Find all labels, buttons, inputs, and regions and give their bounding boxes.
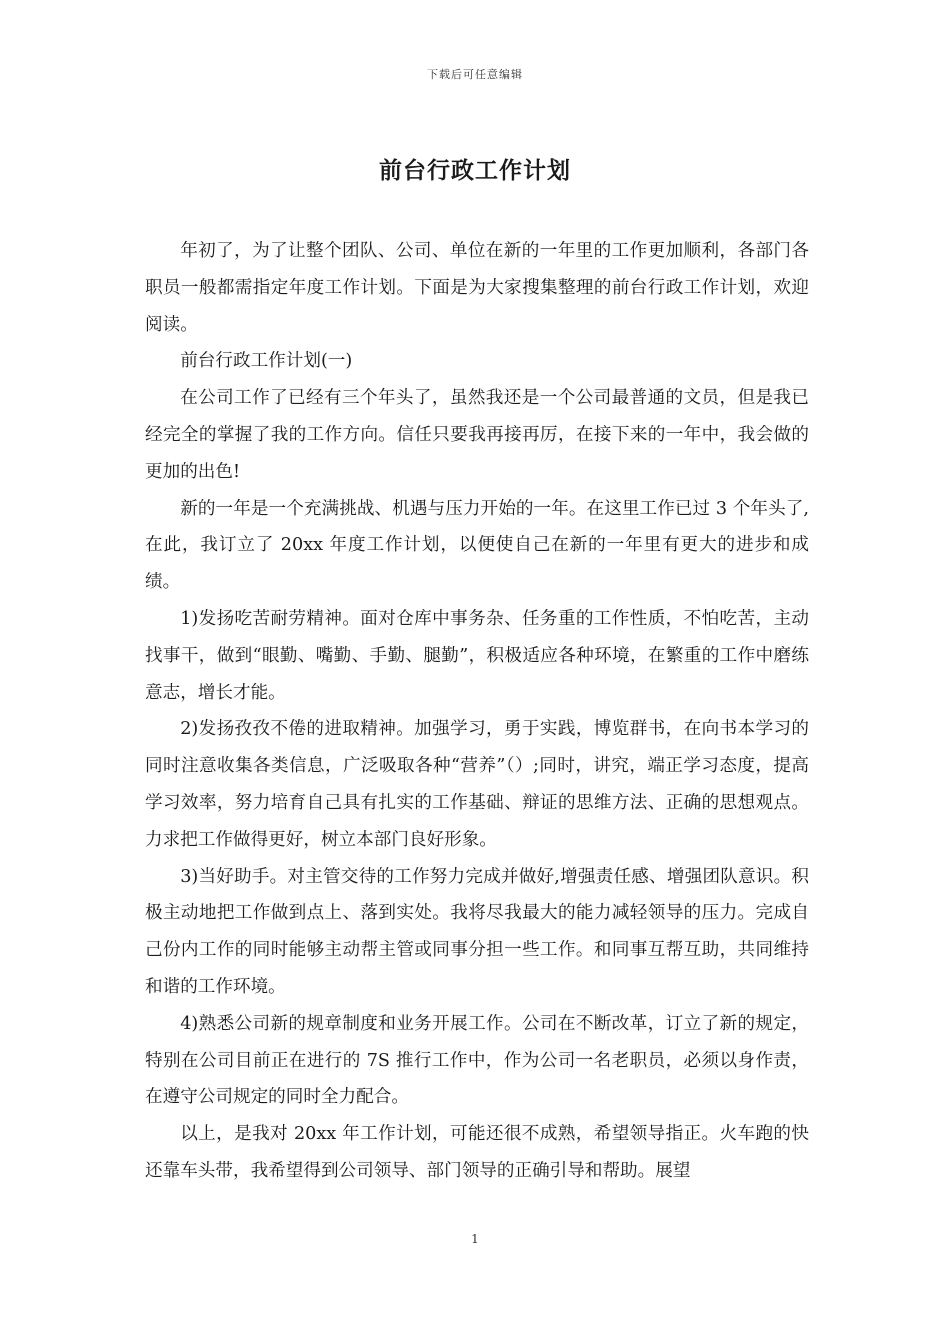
list-item-3: 3)当好助手。对主管交待的工作努力完成并做好,增强责任感、增强团队意识。积极主动地把工作做到点上、落到实处。我将尽我最大的能力减轻领导的压力。完成自己份内工作的同时能够主动帮主管或同事分担一些工作。和同事互帮互助，共同维持和谐的工作环境。 (145, 866, 809, 997)
section-heading: 前台行政工作计划(一) (180, 351, 353, 372)
page-header-note: 下载后可任意编辑 (427, 68, 523, 81)
paragraph: 新的一年是一个充满挑战、机遇与压力开始的一年。在这里工作已过 3 个年头了,在此，我订立了 20xx 年度工作计划，以便使自己在新的一年里有更大的进步和成绩。 (145, 498, 809, 593)
document-body (145, 233, 809, 1190)
document-title: 前台行政工作计划 (379, 157, 571, 184)
list-item-2: 2)发扬孜孜不倦的进取精神。加强学习，勇于实践，博览群书，在向书本学习的同时注意收集各类信息，广泛吸取各种“营养”（）;同时，讲究，端正学习态度，提高学习效率，努力培育自己具有扎实的工作基础、辩证的思维方法、正确的思想观点。力求把工作做得更好，树立本部门良好形象。 (145, 719, 809, 850)
paragraph: 在公司工作了已经有三个年头了，虽然我还是一个公司最普通的文员，但是我已经完全的掌握了我的工作方向。信任只要我再接再厉，在接下来的一年中，我会做的更加的出色! (145, 388, 809, 482)
page-number: 1 (471, 1232, 479, 1246)
paragraph-intro: 年初了，为了让整个团队、公司、单位在新的一年里的工作更加顺利，各部门各职员一般都需指定年度工作计划。下面是为大家搜集整理的前台行政工作计划，欢迎阅读。 (145, 241, 809, 335)
list-item-4: 4)熟悉公司新的规章制度和业务开展工作。公司在不断改革，订立了新的规定，特别在公司目前正在进行的 7S 推行工作中，作为公司一名老职员，必须以身作责，在遵守公司规定的同时全力配合。 (145, 1013, 809, 1108)
list-item-1: 1)发扬吃苦耐劳精神。面对仓库中事务杂、任务重的工作性质，不怕吃苦，主动找事干，做到“眼勤、嘴勤、手勤、腿勤”，积极适应各种环境，在繁重的工作中磨练意志，增长才能。 (145, 608, 809, 703)
paragraph-conclusion: 以上，是我对 20xx 年工作计划，可能还很不成熟，希望领导指正。火车跑的快还靠车头带，我希望得到公司领导、部门领导的正确引导和帮助。展望 (145, 1124, 809, 1181)
